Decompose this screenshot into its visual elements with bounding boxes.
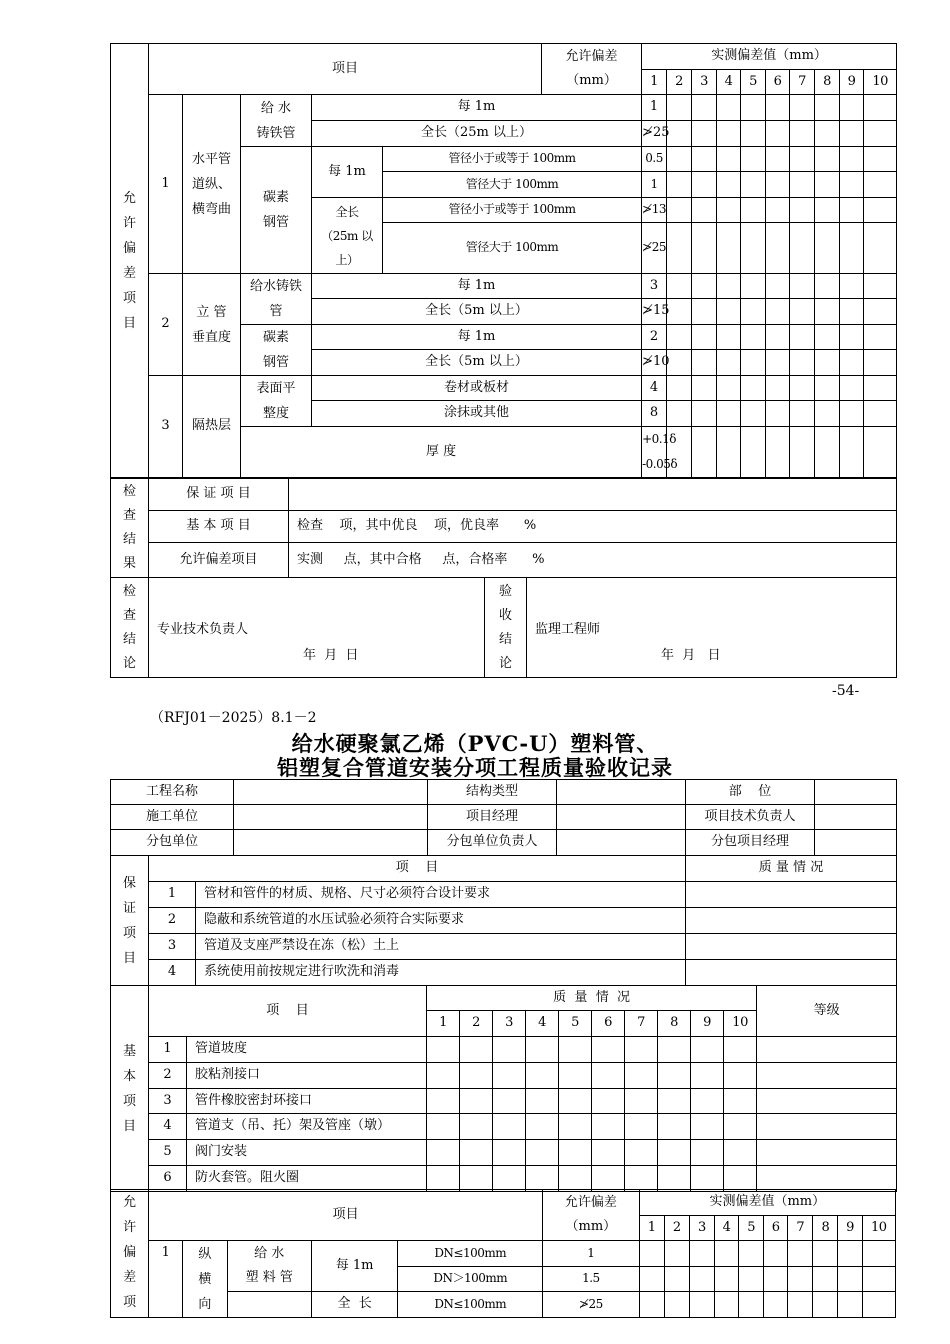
bottom-col-7: 7 [788,1216,813,1241]
bottom-full: 全 长 [311,1292,397,1318]
group3-surface: 表面平 整度 [241,376,312,427]
basic-col-1: 1 [427,1011,460,1037]
basic-num: 4 [149,1114,187,1140]
g3-r1-value: 4 [642,376,667,401]
project-name-label: 工程名称 [111,780,234,805]
basic-col-2: 2 [460,1011,493,1037]
form-code: （RFJ01－2025）8.1－2 [150,710,317,726]
col-3: 3 [692,70,717,95]
group2-cast-iron: 给水铸铁 管 [241,274,312,325]
top-deviation-table [110,43,897,478]
engineer-cell [527,578,897,678]
construction-unit-label: 施工单位 [111,805,234,830]
g1-r2-value: ≯25 [642,121,667,147]
basic-items-text: 检查 项，其中优良 项，优良率 % [289,511,897,543]
tech-lead-cell [149,578,485,678]
bottom-r3-value: ≯25 [543,1292,639,1318]
basic-item: 阀门安装 [187,1140,427,1166]
project-manager-value[interactable] [557,805,686,830]
bottom-col-8: 8 [813,1216,838,1241]
bottom-col-9: 9 [838,1216,862,1241]
sub-unit-lead-value[interactable] [557,830,686,856]
engineer-label: 监理工程师 [535,622,601,637]
basic-num: 6 [149,1166,187,1192]
header-item: 项目 [149,44,542,95]
bottom-header-measured: 实测偏差值（mm） [639,1190,895,1216]
subcontract-unit-value[interactable] [234,830,428,856]
g2-r4-value: ≯10 [642,350,667,376]
page-number: -54- [832,683,860,699]
tech-lead-date: 年 月 日 [303,648,359,663]
bottom-col-4: 4 [714,1216,738,1241]
sub-unit-lead-label: 分包单位负责人 [428,830,557,856]
basic-col-7: 7 [625,1011,658,1037]
sub-manager-label: 分包项目经理 [686,830,815,856]
basic-col-6: 6 [592,1011,625,1037]
bottom-col-2: 2 [664,1216,689,1241]
basic-num: 2 [149,1063,187,1089]
header-tolerance: 允许偏差 （mm） [542,44,642,95]
group2-name: 立 管 垂直度 [183,274,241,376]
bottom-header-item: 项目 [149,1190,543,1241]
conclusion-table [110,577,897,678]
bottom-col-5: 5 [739,1216,764,1241]
bottom-col-3: 3 [689,1216,714,1241]
basic-item: 管道支（吊、托）架及管座（墩） [187,1114,427,1140]
title-line-2: 铝塑复合管道安装分项工程质量验收记录 [277,755,673,780]
g1-r1-value: 1 [642,95,667,121]
tech-lead-value[interactable] [815,805,897,830]
col-8: 8 [815,70,840,95]
guarantee-table [110,855,897,986]
basic-num: 3 [149,1089,187,1114]
bottom-r1-label: DN≤100mm [398,1241,543,1267]
basic-col-10: 10 [724,1011,757,1037]
project-name-value[interactable] [234,780,428,805]
subcontract-unit-label: 分包单位 [111,830,234,856]
basic-num: 1 [149,1037,187,1063]
conclusion-label: 检 查 结 论 [111,578,149,678]
g1-r1-label: 每 1m [312,95,642,121]
basic-grade-header: 等级 [757,986,897,1037]
check-result-table [110,478,897,578]
basic-quality-header: 质 量 情 况 [427,986,757,1011]
basic-num: 5 [149,1140,187,1166]
bottom-col-1: 1 [639,1216,664,1241]
bottom-col-10: 10 [862,1216,895,1241]
sub-manager-value[interactable] [815,830,897,856]
bottom-col-6: 6 [764,1216,788,1241]
guarantee-label: 保 证 项 目 [111,856,149,986]
header-measured: 实测偏差值（mm） [642,44,897,70]
bottom-direction: 纵 横 向 [183,1241,227,1318]
bottom-r1-value: 1 [543,1241,639,1267]
basic-items-label: 基 本 项 目 [149,511,289,543]
g2-r2-label: 全长（5m 以上） [312,299,642,325]
guarantee-item: 管道及支座严禁设在冻（松）土上 [196,934,686,960]
tech-lead-label: 专业技术负责人 [157,622,249,637]
basic-col-4: 4 [526,1011,559,1037]
basic-label: 基 本 项 目 [111,986,149,1192]
group1-carbon: 碳素 钢管 [241,147,312,274]
bottom-r2-label: DN＞100mm [398,1267,543,1292]
g1-r4-value: 1 [642,172,667,198]
allow-items-text: 实测 点，其中合格 点，合格率 % [289,543,897,578]
guarantee-quality-header: 质 量 情 况 [686,856,897,882]
guarantee-num: 1 [149,882,196,908]
bottom-per-m: 每 1m [311,1241,397,1292]
guarantee-item: 系统使用前按规定进行吹洗和消毒 [196,960,686,986]
col-2: 2 [667,70,692,95]
g2-r2-value: ≯15 [642,299,667,325]
basic-item: 管件橡胶密封环接口 [187,1089,427,1114]
basic-col-3: 3 [493,1011,526,1037]
basic-col-9: 9 [691,1011,724,1037]
g1-r2-label: 全长（25m 以上） [312,121,642,147]
project-manager-label: 项目经理 [428,805,557,830]
g2-r1-label: 每 1m [312,274,642,299]
g1-r6-value: ≯25 [642,223,667,274]
group3-num: 3 [149,376,183,478]
group2-num: 2 [149,274,183,376]
g3-thick-value: +0.1δ -0.05δ [642,427,667,478]
basic-item: 防火套管。阻火圈 [187,1166,427,1192]
bottom-pipe: 给 水 塑 料 管 [227,1241,311,1292]
guarantee-item-header: 项 目 [149,856,686,882]
bottom-header-tolerance: 允许偏差 （mm） [543,1190,639,1241]
g3-r1-label: 卷材或板材 [312,376,642,401]
col-1: 1 [642,70,667,95]
guarantee-item: 管材和管件的材质、规格、尺寸必须符合设计要求 [196,882,686,908]
check-result-label: 检 查 结 果 [111,479,149,578]
side-label-allow: 允 许 偏 差 项 目 [111,44,149,478]
group1-cast-iron: 给 水 铸铁管 [241,95,312,147]
g1-r5-label: 管径小于或等于 100mm [383,198,642,223]
guarantee-item: 隐蔽和系统管道的水压试验必须符合实际要求 [196,908,686,934]
bottom-deviation-table [110,1189,896,1318]
guarantee-num: 2 [149,908,196,934]
group1-name: 水平管 道纵、 横弯曲 [183,95,241,274]
basic-col-5: 5 [559,1011,592,1037]
part-label: 部 位 [686,780,815,805]
info-table [110,779,897,856]
g3-thick-label: 厚 度 [241,427,642,478]
col-9: 9 [840,70,864,95]
bottom-side-label: 允 许 偏 差 项 [111,1190,149,1318]
guarantee-num: 3 [149,934,196,960]
g1-r6-label: 管径大于 100mm [383,223,642,274]
bottom-r3-label: DN≤100mm [398,1292,543,1318]
part-value[interactable] [815,780,897,805]
col-7: 7 [790,70,815,95]
bottom-r2-value: 1.5 [543,1267,639,1292]
group1-full-len: 全长 （25m 以 上） [312,198,383,274]
group1-num: 1 [149,95,183,274]
basic-table [110,985,897,1192]
guarantee-num: 4 [149,960,196,986]
g1-r4-label: 管径大于 100mm [383,172,642,198]
guarantee-items-label: 保 证 项 目 [149,479,289,511]
g2-r4-label: 全长（5m 以上） [312,350,642,376]
basic-item: 胶粘剂接口 [187,1063,427,1089]
engineer-date: 年 月 日 [661,648,721,663]
col-4: 4 [717,70,741,95]
title-line-1: 给水硬聚氯乙烯（PVC-U）塑料管、 [291,731,659,756]
col-6: 6 [766,70,790,95]
g3-r2-value: 8 [642,401,667,427]
group2-carbon: 碳素 钢管 [241,325,312,376]
construction-unit-value[interactable] [234,805,428,830]
tech-lead-label-info: 项目技术负责人 [686,805,815,830]
g1-r3-label: 管径小于或等于 100mm [383,147,642,172]
col-10: 10 [864,70,897,95]
group1-per-m: 每 1m [312,147,383,198]
basic-item: 管道坡度 [187,1037,427,1063]
g2-r1-value: 3 [642,274,667,299]
basic-item-header: 项 目 [149,986,427,1037]
accept-label: 验 收 结 论 [485,578,527,678]
group3-name: 隔热层 [183,376,241,478]
allow-items-label: 允许偏差项目 [149,543,289,578]
col-5: 5 [741,70,766,95]
structure-type-label: 结构类型 [428,780,557,805]
structure-type-value[interactable] [557,780,686,805]
g1-r3-value: 0.5 [642,147,667,172]
g2-r3-label: 每 1m [312,325,642,350]
g3-r2-label: 涂抹或其他 [312,401,642,427]
bottom-num: 1 [149,1241,183,1318]
basic-col-8: 8 [658,1011,691,1037]
g1-r5-value: ≯13 [642,198,667,223]
g2-r3-value: 2 [642,325,667,350]
